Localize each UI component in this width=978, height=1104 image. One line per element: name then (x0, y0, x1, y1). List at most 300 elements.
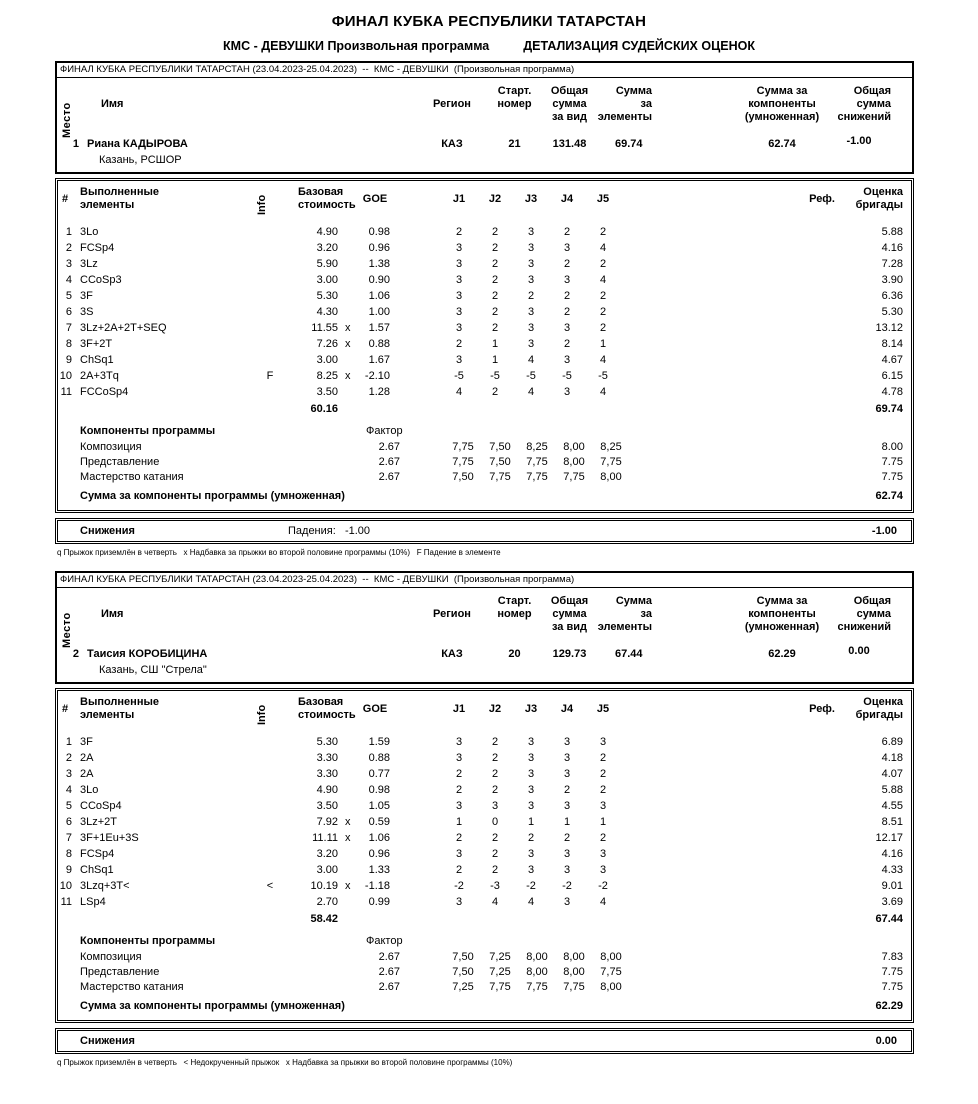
element-judge3-score: 3 (527, 736, 535, 748)
element-number: 8 (65, 848, 72, 860)
referee-column-header: Реф. (809, 193, 835, 205)
element-number: 7 (65, 832, 72, 844)
element-row (58, 225, 911, 241)
judge2-column-header: J2 (488, 193, 502, 205)
components-total-line2: компоненты (748, 98, 816, 110)
element-goe: 0.90 (368, 274, 390, 286)
components-total-line2: компоненты (748, 608, 816, 620)
component-judge1-score: 7,50 (452, 951, 474, 963)
element-judge5-score: 4 (599, 354, 607, 366)
element-base-value: 10.19 (310, 880, 338, 892)
element-row (58, 831, 911, 847)
referee-column-header: Реф. (809, 703, 835, 715)
components-total-line1: Сумма за (756, 595, 808, 607)
component-panel-score: 7.75 (881, 471, 903, 483)
skater-deductions-total: -1.00 (846, 135, 872, 147)
components-header-row (58, 931, 911, 950)
element-name: 3Lz+2A+2T+SEQ (80, 322, 167, 334)
base-value-line1: Базовая (298, 696, 344, 708)
number-column-header: # (61, 193, 69, 205)
element-judge5-score: 1 (599, 338, 607, 350)
element-judge3-score: 3 (527, 274, 535, 286)
component-judge5-score: 8,25 (600, 441, 622, 453)
element-panel-score: 4.18 (881, 752, 903, 764)
segment-total-line3: за вид (551, 621, 587, 633)
component-judge4-score: 7,75 (563, 981, 585, 993)
elements-totals-row (58, 402, 911, 419)
element-row (58, 321, 911, 337)
element-base-value: 4.90 (316, 784, 338, 796)
element-base-value: 4.30 (316, 306, 338, 318)
summary-box (55, 571, 914, 684)
panel-score-line1: Оценка (863, 186, 903, 198)
element-panel-score: 5.88 (881, 784, 903, 796)
elements-rows (58, 735, 911, 911)
element-second-half-mark: x (345, 816, 351, 828)
element-judge1-score: 3 (455, 736, 463, 748)
elements-total-column-header (595, 85, 652, 124)
skater-region: КАЗ (441, 138, 463, 150)
components-header-row (58, 421, 911, 440)
element-judge1-score: 2 (455, 226, 463, 238)
element-judge4-score: 2 (563, 306, 571, 318)
element-judge1-score: 4 (455, 386, 463, 398)
element-name: 3Lzq+3T< (80, 880, 130, 892)
element-judge2-score: 2 (491, 848, 499, 860)
element-judge2-score: 4 (491, 896, 499, 908)
start-number-column-header (487, 595, 542, 621)
summary-box (55, 61, 914, 174)
region-column-header: Регион (433, 608, 471, 620)
component-judge1-score: 7,50 (452, 966, 474, 978)
component-factor: 2.67 (378, 456, 400, 468)
element-base-value: 3.00 (316, 354, 338, 366)
factor-column-header: Фактор (366, 935, 403, 947)
element-judge4-score: 3 (563, 848, 571, 860)
component-judge1-score: 7,75 (452, 456, 474, 468)
element-row (58, 863, 911, 879)
element-judge2-score: 2 (491, 752, 499, 764)
component-judge5-score: 8,00 (600, 981, 622, 993)
element-judge1-score: 2 (455, 784, 463, 796)
element-judge2-score: 2 (491, 274, 499, 286)
number-column-header: # (61, 703, 69, 715)
element-number: 11 (60, 386, 72, 398)
element-name: 3Lo (80, 784, 99, 796)
deductions-total-line3: снижений (837, 621, 891, 633)
components-rows (58, 950, 911, 995)
event-strip: ФИНАЛ КУБКА РЕСПУБЛИКИ ТАТАРСТАН (23.04.2023-25.04.2023) -- КМС - ДЕВУШКИ (Произвольная программа) (57, 573, 912, 588)
component-judge2-score: 7,25 (489, 951, 511, 963)
element-judge2-score: -5 (490, 370, 500, 382)
element-panel-score: 4.55 (881, 800, 903, 812)
element-panel-score: 4.16 (881, 848, 903, 860)
element-goe: 0.96 (368, 848, 390, 860)
elements-total-line2: за (640, 608, 652, 620)
element-judge2-score: 2 (491, 832, 499, 844)
start-header-line1: Старт. (497, 85, 532, 97)
element-row (58, 289, 911, 305)
element-name: 3F+2T (80, 338, 113, 350)
panel-score-line1: Оценка (863, 696, 903, 708)
skater-club: Казань, СШ "Стрела" (99, 664, 207, 676)
component-judge3-score: 8,00 (526, 951, 548, 963)
element-goe: 1.33 (368, 864, 390, 876)
element-name: 3F (80, 736, 93, 748)
component-factor: 2.67 (378, 471, 400, 483)
element-judge4-score: 2 (563, 226, 571, 238)
element-judge2-score: 2 (491, 290, 499, 302)
element-goe: 1.00 (368, 306, 390, 318)
element-judge5-score: 3 (599, 800, 607, 812)
place-column-header: Место (61, 102, 73, 138)
element-name: CCoSp4 (80, 800, 122, 812)
skater-elements-total: 69.74 (615, 138, 643, 150)
elements-total-line3: элементы (597, 621, 652, 633)
element-row (58, 353, 911, 369)
element-goe: 0.88 (368, 338, 390, 350)
component-panel-score: 7.83 (881, 951, 903, 963)
element-panel-score: 3.69 (881, 896, 903, 908)
component-judge4-score: 8,00 (563, 456, 585, 468)
goe-column-header: GOE (362, 193, 388, 205)
components-header-label: Компоненты программы (80, 425, 216, 437)
component-judge5-score: 7,75 (600, 456, 622, 468)
element-judge3-score: 3 (527, 800, 535, 812)
element-second-half-mark: x (345, 832, 351, 844)
element-judge4-score: 3 (563, 896, 571, 908)
component-judge3-score: 7,75 (526, 981, 548, 993)
element-base-value: 4.90 (316, 226, 338, 238)
component-panel-score: 7.75 (881, 966, 903, 978)
segment-total-line2: сумма (552, 98, 587, 110)
element-judge5-score: 4 (599, 386, 607, 398)
element-number: 10 (59, 370, 72, 382)
element-judge3-score: 3 (527, 864, 535, 876)
element-judge4-score: 3 (563, 354, 571, 366)
deductions-detail: Падения: -1.00 (288, 525, 371, 537)
skater-place: 1 (72, 138, 79, 150)
base-value-total: 60.16 (310, 403, 338, 415)
element-judge3-score: 3 (527, 784, 535, 796)
components-sum-value: 62.29 (875, 1000, 903, 1012)
element-judge5-score: -2 (598, 880, 608, 892)
element-base-value: 2.70 (316, 896, 338, 908)
elements-totals-row (58, 912, 911, 929)
element-judge4-score: 2 (563, 338, 571, 350)
components-header-label: Компоненты программы (80, 935, 216, 947)
element-name: 3F (80, 290, 93, 302)
components-total-line1: Сумма за (756, 85, 808, 97)
summary-table (57, 78, 912, 172)
place-column-header: Место (61, 612, 73, 648)
element-panel-score: 9.01 (881, 880, 903, 892)
element-base-value: 3.00 (316, 274, 338, 286)
judge4-column-header: J4 (560, 703, 574, 715)
executed-elements-column-header (80, 696, 159, 722)
element-row (58, 895, 911, 911)
component-judge1-score: 7,50 (452, 471, 474, 483)
component-factor: 2.67 (378, 966, 400, 978)
element-name: 3Lz+2T (80, 816, 117, 828)
skater-segment-total: 131.48 (552, 138, 587, 150)
element-name: FCSp4 (80, 242, 115, 254)
element-second-half-mark: x (345, 338, 351, 350)
element-judge1-score: 3 (455, 306, 463, 318)
component-row (58, 455, 911, 470)
component-judge2-score: 7,75 (489, 471, 511, 483)
element-panel-score: 4.67 (881, 354, 903, 366)
element-name: FCSp4 (80, 848, 115, 860)
element-number: 1 (65, 226, 72, 238)
element-goe: -1.18 (364, 880, 390, 892)
element-judge4-score: 1 (563, 816, 571, 828)
element-judge3-score: 3 (527, 306, 535, 318)
component-panel-score: 7.75 (881, 981, 903, 993)
panel-score-line2: бригады (855, 199, 903, 211)
panel-score-line2: бригады (855, 709, 903, 721)
element-goe: 1.67 (368, 354, 390, 366)
component-judge2-score: 7,25 (489, 966, 511, 978)
element-base-value: 8.25 (316, 370, 338, 382)
element-judge2-score: 1 (491, 354, 499, 366)
element-judge4-score: 2 (563, 832, 571, 844)
element-number: 6 (65, 306, 72, 318)
element-judge2-score: 2 (491, 258, 499, 270)
element-judge5-score: 2 (599, 322, 607, 334)
element-row (58, 815, 911, 831)
component-judge3-score: 8,00 (526, 966, 548, 978)
element-row (58, 735, 911, 751)
components-total-line3: (умноженная) (744, 111, 820, 123)
element-panel-score: 6.15 (881, 370, 903, 382)
deductions-total-line1: Общая (853, 85, 891, 97)
element-number: 4 (65, 274, 72, 286)
element-judge4-score: 3 (563, 322, 571, 334)
deductions-label: Снижения (80, 1035, 135, 1047)
components-total-line3: (умноженная) (744, 621, 820, 633)
skater-club: Казань, РСШОР (99, 154, 182, 166)
element-panel-score: 13.12 (875, 322, 903, 334)
component-row (58, 950, 911, 965)
element-judge3-score: 3 (527, 258, 535, 270)
executed-elements-column-header (80, 186, 159, 212)
element-judge2-score: 2 (491, 864, 499, 876)
element-base-value: 3.30 (316, 768, 338, 780)
element-name: LSp4 (80, 896, 106, 908)
element-row (58, 879, 911, 895)
skater-elements-total: 67.44 (615, 648, 643, 660)
element-panel-score: 8.51 (881, 816, 903, 828)
deductions-total-line3: снижений (837, 111, 891, 123)
components-sum-label: Сумма за компоненты программы (умноженная) (80, 490, 345, 502)
element-info-flag: F (266, 370, 274, 382)
component-row (58, 440, 911, 455)
component-name: Мастерство катания (80, 981, 184, 993)
element-goe: 1.05 (368, 800, 390, 812)
element-goe: 1.28 (368, 386, 390, 398)
component-row (58, 980, 911, 995)
base-value-line2: стоимость (298, 199, 356, 211)
component-name: Композиция (80, 951, 142, 963)
skater-components-total: 62.29 (768, 648, 796, 660)
element-name: ChSq1 (80, 864, 114, 876)
element-number: 1 (65, 736, 72, 748)
element-number: 10 (59, 880, 72, 892)
component-judge3-score: 7,75 (526, 471, 548, 483)
element-base-value: 3.30 (316, 752, 338, 764)
component-factor: 2.67 (378, 951, 400, 963)
elements-total-line1: Сумма (615, 595, 652, 607)
element-panel-score: 5.88 (881, 226, 903, 238)
component-name: Представление (80, 456, 160, 468)
elements-total-line2: за (640, 98, 652, 110)
component-judge2-score: 7,50 (489, 456, 511, 468)
element-panel-score: 7.28 (881, 258, 903, 270)
element-base-value: 5.90 (316, 258, 338, 270)
element-judge2-score: 2 (491, 768, 499, 780)
element-panel-score: 3.90 (881, 274, 903, 286)
segment-total-line1: Общая (550, 85, 589, 97)
element-judge3-score: -2 (526, 880, 536, 892)
element-judge1-score: 2 (455, 768, 463, 780)
element-judge1-score: 3 (455, 290, 463, 302)
segment-total-column-header (542, 85, 597, 124)
element-judge1-score: 3 (455, 258, 463, 270)
base-value-column-header (298, 186, 356, 212)
element-judge5-score: 1 (599, 816, 607, 828)
elements-box (55, 688, 914, 1023)
elements-total-line1: Сумма (615, 85, 652, 97)
page-subtitle (0, 39, 978, 53)
element-base-value: 5.30 (316, 290, 338, 302)
executed-elements-line1: Выполненные (80, 696, 159, 708)
element-row (58, 273, 911, 289)
element-judge2-score: 2 (491, 736, 499, 748)
start-header-line2: номер (497, 608, 532, 620)
element-judge5-score: 3 (599, 864, 607, 876)
element-number: 8 (65, 338, 72, 350)
element-judge2-score: -3 (490, 880, 500, 892)
element-judge5-score: 3 (599, 736, 607, 748)
event-strip: ФИНАЛ КУБКА РЕСПУБЛИКИ ТАТАРСТАН (23.04.2023-25.04.2023) -- КМС - ДЕВУШКИ (Произвольная программа) (57, 63, 912, 78)
element-row (58, 751, 911, 767)
element-panel-score: 8.14 (881, 338, 903, 350)
element-goe: 1.06 (368, 290, 390, 302)
component-judge5-score: 8,00 (600, 471, 622, 483)
judge1-column-header: J1 (452, 193, 466, 205)
element-judge5-score: 2 (599, 306, 607, 318)
components-sum-row (58, 487, 911, 505)
element-judge4-score: 3 (563, 274, 571, 286)
subtitle-category: КМС - ДЕВУШКИ Произвольная программа (223, 39, 490, 53)
executed-elements-line1: Выполненные (80, 186, 159, 198)
element-goe: 0.99 (368, 896, 390, 908)
element-goe: 0.59 (368, 816, 390, 828)
element-base-value: 3.50 (316, 386, 338, 398)
element-judge3-score: 3 (527, 322, 535, 334)
element-judge2-score: 2 (491, 242, 499, 254)
element-judge3-score: 4 (527, 386, 535, 398)
element-judge1-score: 3 (455, 896, 463, 908)
component-judge4-score: 7,75 (563, 471, 585, 483)
deductions-total-column-header (827, 595, 891, 634)
element-row (58, 305, 911, 321)
element-judge4-score: 3 (563, 386, 571, 398)
judge5-column-header: J5 (596, 193, 610, 205)
element-judge3-score: 3 (527, 848, 535, 860)
element-judge1-score: 2 (455, 864, 463, 876)
skater-components-total: 62.74 (768, 138, 796, 150)
legend-footnote: q Прыжок приземлён в четверть x Надбавка за прыжки во второй половине программы (10%) F Падение в элементе (57, 548, 501, 557)
judge3-column-header: J3 (524, 703, 538, 715)
element-goe: -2.10 (364, 370, 390, 382)
component-judge4-score: 8,00 (563, 966, 585, 978)
element-judge1-score: 2 (455, 832, 463, 844)
element-name: 2A (80, 752, 94, 764)
info-column-header: Info (256, 194, 268, 215)
component-judge2-score: 7,50 (489, 441, 511, 453)
element-goe: 1.57 (368, 322, 390, 334)
deductions-box (55, 518, 914, 544)
element-judge1-score: -2 (454, 880, 464, 892)
component-name: Композиция (80, 441, 142, 453)
element-number: 7 (65, 322, 72, 334)
element-judge1-score: 3 (455, 274, 463, 286)
element-judge2-score: 1 (491, 338, 499, 350)
factor-column-header: Фактор (366, 425, 403, 437)
element-judge2-score: 3 (491, 800, 499, 812)
components-sum-row (58, 997, 911, 1015)
component-row (58, 470, 911, 485)
judge2-column-header: J2 (488, 703, 502, 715)
element-panel-score: 4.78 (881, 386, 903, 398)
skater-place: 2 (72, 648, 79, 660)
element-judge3-score: 4 (527, 354, 535, 366)
element-row (58, 847, 911, 863)
segment-total-line2: сумма (552, 608, 587, 620)
deductions-total-line2: сумма (856, 98, 891, 110)
element-panel-score: 4.33 (881, 864, 903, 876)
element-judge4-score: 2 (563, 290, 571, 302)
segment-total-line3: за вид (551, 111, 587, 123)
component-name: Представление (80, 966, 160, 978)
element-number: 3 (65, 258, 72, 270)
element-judge2-score: 2 (491, 386, 499, 398)
element-base-value: 3.20 (316, 848, 338, 860)
element-base-value: 5.30 (316, 736, 338, 748)
element-judge3-score: -5 (526, 370, 536, 382)
element-number: 6 (65, 816, 72, 828)
components-sum-value: 62.74 (875, 490, 903, 502)
element-judge5-score: 4 (599, 896, 607, 908)
components-rows (58, 440, 911, 485)
element-judge4-score: 3 (563, 864, 571, 876)
component-panel-score: 7.75 (881, 456, 903, 468)
element-judge4-score: 3 (563, 736, 571, 748)
element-name: CCoSp3 (80, 274, 122, 286)
element-row (58, 369, 911, 385)
element-judge1-score: 3 (455, 848, 463, 860)
element-judge3-score: 3 (527, 226, 535, 238)
deductions-total-line1: Общая (853, 595, 891, 607)
element-number: 9 (65, 354, 72, 366)
subtitle-doc-type: ДЕТАЛИЗАЦИЯ СУДЕЙСКИХ ОЦЕНОК (523, 39, 755, 53)
deductions-value: 0.00 (875, 1035, 897, 1047)
element-judge2-score: 0 (491, 816, 499, 828)
element-name: 2A+3Tq (80, 370, 119, 382)
element-goe: 0.98 (368, 784, 390, 796)
